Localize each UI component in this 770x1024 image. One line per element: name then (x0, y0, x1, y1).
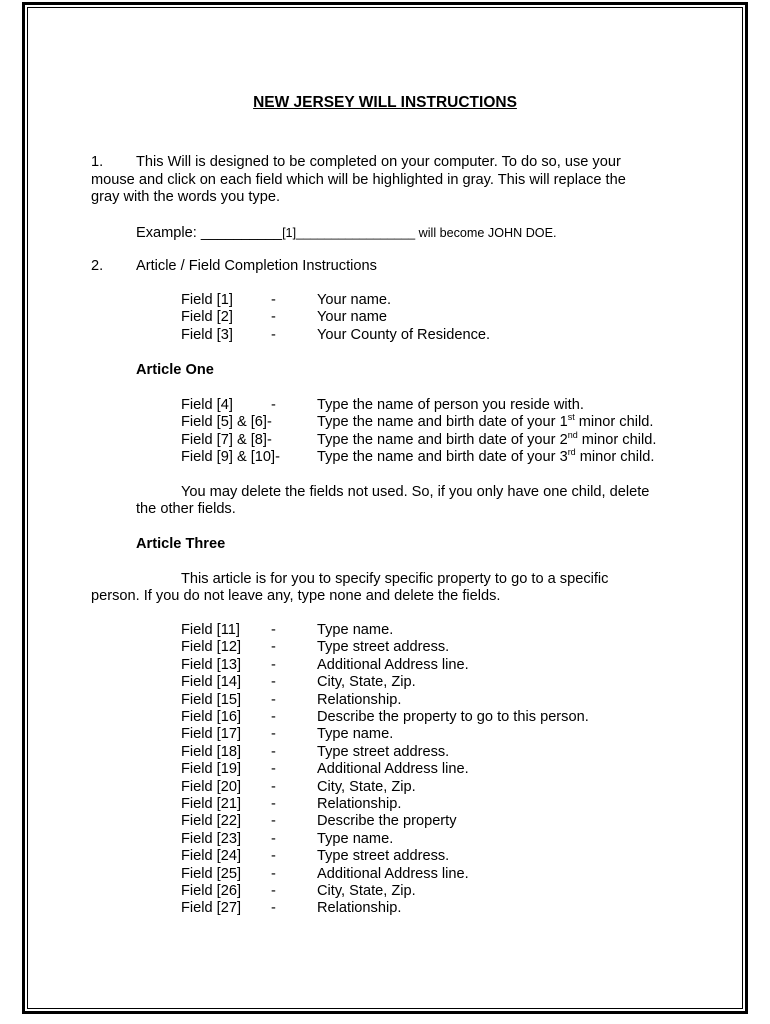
field-description-text: Additional Address line. (317, 865, 469, 882)
field-row (0, 848, 770, 865)
field-row (0, 327, 770, 344)
field-description-text: Describe the property to go to this person. (317, 709, 589, 725)
field-dash: - (271, 761, 276, 778)
field-dash: - (271, 865, 276, 882)
field-dash: - (271, 397, 276, 413)
field-description (317, 674, 416, 691)
field-label: Field [17] (181, 726, 242, 743)
example-field: [1]_________________ (282, 226, 416, 240)
field-description-text: Type the name and birth date of your 2 (317, 431, 568, 448)
article-one-note-line1: You may delete the fields not used. So, if you only have one child, delete (181, 484, 650, 500)
example-label: Example: __________ (136, 225, 283, 241)
field-row (0, 813, 770, 830)
field-row (0, 622, 770, 639)
field-description-text: City, State, Zip. (317, 674, 416, 691)
field-description (317, 726, 393, 743)
field-label: Field [3] (181, 326, 233, 343)
example-line (136, 225, 557, 242)
field-row (0, 709, 770, 726)
field-description-text: Relationship. (317, 796, 402, 812)
field-row (0, 309, 770, 326)
field-label: Field [4] (181, 397, 233, 413)
field-row (0, 779, 770, 796)
field-label: Field [23] (181, 830, 242, 847)
field-description-text: Type street address. (317, 743, 450, 760)
article-one-heading: Article One (136, 362, 214, 378)
field-description (317, 692, 401, 709)
field-label: Field [16] (181, 709, 242, 725)
ordinal-suffix: nd (567, 429, 578, 440)
field-description-text: Type name. (317, 622, 394, 638)
field-dash: - (271, 778, 276, 795)
field-label: Field [21] (181, 796, 242, 812)
field-label: Field [26] (181, 883, 242, 899)
field-label: Field [5] & [6]- (181, 414, 272, 431)
field-row (0, 449, 770, 466)
field-description-text: Your County of Residence. (317, 326, 491, 343)
field-row (0, 429, 770, 449)
field-label: Field [2] (181, 309, 233, 326)
item1-line3: gray with the words you type. (91, 189, 280, 205)
ordinal-suffix: rd (567, 447, 576, 458)
item1-line1: This Will is designed to be completed on your computer. To do so, use your (136, 154, 621, 170)
field-description-text: Your name (317, 309, 388, 326)
field-row (0, 761, 770, 778)
field-description (317, 779, 416, 796)
field-description-after: minor child. (575, 449, 655, 466)
field-description (317, 761, 469, 778)
field-row (0, 883, 770, 900)
item1-number: 1. (91, 154, 104, 170)
field-dash: - (271, 848, 276, 865)
field-label: Field [24] (181, 848, 242, 865)
field-label: Field [11] (181, 622, 240, 638)
field-description (317, 414, 653, 431)
field-description (317, 883, 416, 900)
field-description (317, 429, 657, 449)
field-row (0, 900, 770, 917)
field-label: Field [25] (181, 865, 242, 882)
field-description-text: City, State, Zip. (317, 778, 416, 795)
field-dash: - (271, 900, 276, 917)
article-one-note-line2: the other fields. (136, 501, 236, 517)
field-label: Field [9] & [10]- (181, 449, 280, 466)
field-row (0, 639, 770, 656)
field-description (317, 397, 584, 414)
field-description-after: minor child. (577, 431, 657, 448)
field-row (0, 292, 770, 309)
field-description (317, 309, 387, 326)
field-description (317, 796, 401, 813)
field-dash: - (271, 674, 276, 691)
field-description-text: Type name. (317, 830, 394, 847)
field-description-text: Type the name and birth date of your 1 (317, 414, 568, 431)
field-label: Field [20] (181, 778, 242, 795)
item2-number: 2. (91, 258, 104, 274)
field-description (317, 831, 393, 848)
field-dash: - (271, 709, 276, 725)
field-label: Field [14] (181, 674, 242, 691)
field-label: Field [22] (181, 813, 242, 830)
example-result: will become JOHN DOE. (415, 226, 557, 240)
field-row (0, 414, 770, 431)
field-label: Field [18] (181, 743, 242, 760)
page-title: NEW JERSEY WILL INSTRUCTIONS (253, 94, 517, 111)
field-label: Field [7] & [8]- (181, 431, 272, 448)
field-row (0, 674, 770, 691)
field-description (317, 900, 401, 917)
field-dash: - (271, 813, 276, 830)
field-dash: - (271, 830, 276, 847)
field-label: Field [19] (181, 761, 242, 778)
field-description (317, 848, 449, 865)
field-description-text: Relationship. (317, 900, 402, 917)
field-description-text: Relationship. (317, 691, 402, 708)
field-dash: - (271, 326, 276, 343)
ordinal-suffix: st (567, 412, 575, 423)
field-row (0, 397, 770, 414)
field-dash: - (271, 656, 276, 673)
field-label: Field [27] (181, 900, 242, 917)
field-description-text: Type name. (317, 726, 394, 743)
field-dash: - (271, 883, 276, 899)
field-row (0, 692, 770, 709)
field-description-text: City, State, Zip. (317, 883, 416, 899)
field-label: Field [1] (181, 292, 233, 308)
field-description-text: Type street address. (317, 848, 450, 865)
field-label: Field [15] (181, 691, 242, 708)
field-description (317, 639, 449, 656)
field-description-text: Type the name and birth date of your 3 (317, 449, 568, 466)
article-three-intro-line1: This article is for you to specify specific property to go to a specific (181, 571, 609, 587)
field-dash: - (271, 639, 276, 656)
field-description-text: Type street address. (317, 639, 450, 656)
field-dash: - (271, 622, 276, 638)
article-three-intro-line2: person. If you do not leave any, type none and delete the fields. (91, 588, 501, 604)
item1-line2: mouse and click on each field which will be highlighted in gray. This will replace the (91, 172, 626, 188)
field-dash: - (271, 691, 276, 708)
field-description (317, 327, 490, 344)
field-row (0, 726, 770, 743)
field-description (317, 744, 449, 761)
field-description-text: Type the name of person you reside with. (317, 397, 584, 413)
field-description (317, 866, 469, 883)
field-description-text: Additional Address line. (317, 656, 469, 673)
field-description-text: Your name. (317, 292, 392, 308)
field-description (317, 622, 393, 639)
field-dash: - (271, 726, 276, 743)
field-description-text: Describe the property (317, 813, 457, 830)
field-dash: - (271, 743, 276, 760)
field-description-text: Additional Address line. (317, 761, 469, 778)
field-label: Field [13] (181, 656, 242, 673)
field-description (317, 292, 391, 309)
field-row (0, 796, 770, 813)
field-row (0, 866, 770, 883)
field-description (317, 813, 457, 830)
field-description-after: minor child. (574, 414, 654, 431)
item2-text: Article / Field Completion Instructions (136, 258, 377, 274)
article-three-heading: Article Three (136, 536, 226, 552)
field-dash: - (271, 292, 276, 308)
field-description (317, 709, 589, 726)
field-row (0, 831, 770, 848)
field-dash: - (271, 796, 276, 812)
field-row (0, 744, 770, 761)
field-dash: - (271, 309, 276, 326)
field-row (0, 657, 770, 674)
field-label: Field [12] (181, 639, 242, 656)
field-description (317, 449, 654, 466)
field-description (317, 657, 469, 674)
